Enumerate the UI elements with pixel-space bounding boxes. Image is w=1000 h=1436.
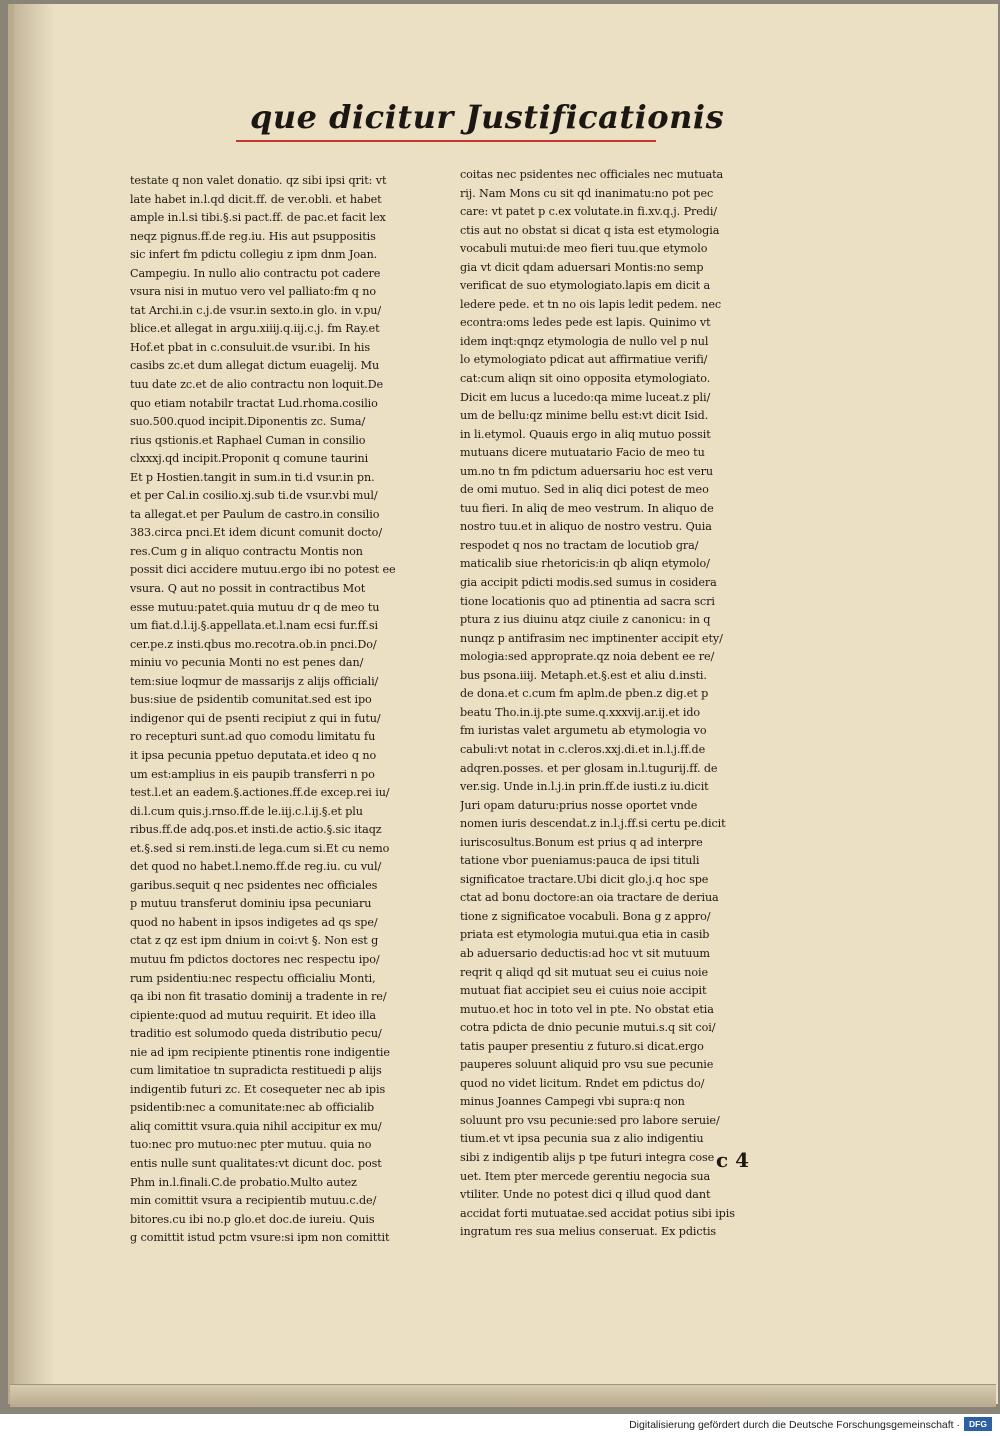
text-line: sic infert fm pdictu collegiu z ipm dnm Joan. [130, 248, 378, 262]
text-line: mutuat fiat accipiet seu ei cuius noie accipit [460, 984, 707, 998]
text-line: tuu date zc.et de alio contractu non loquit.De [130, 378, 384, 392]
text-line: Campegiu. In nullo alio contractu pot cadere [130, 266, 381, 280]
text-line: mutuu fm pdictos doctores nec respectu ipo/ [130, 952, 380, 966]
text-line: vocabuli mutui:de meo fieri tuu.que etymolo [460, 242, 708, 256]
text-line: ledere pede. et tn no ois lapis ledit pedem. nec [460, 297, 722, 311]
text-line: esse mutuu:patet.quia mutuu dr q de meo tu [130, 600, 380, 614]
text-line: nostro tuu.et in aliquo de nostro vestru. Quia [460, 520, 712, 534]
text-line: beatu Tho.in.ij.pte sume.q.xxxvij.ar.ij.et ido [460, 705, 701, 719]
footer-credit: Digitalisierung gefördert durch die Deutsche Forschungsgemeinschaft · [629, 1419, 960, 1431]
text-line: de dona.et c.cum fm aplm.de pben.z dig.et p [460, 687, 709, 701]
text-line: nunqz p antifrasim nec imptinenter accipit ety/ [460, 631, 723, 645]
text-line: lo etymologiato pdicat aut affirmatiue verifi/ [460, 353, 708, 367]
text-line: pauperes soluunt aliquid pro vsu sue pecunie [460, 1058, 714, 1072]
text-line: accidat forti mutuatae.sed accidat potius sibi ipis [460, 1206, 735, 1220]
text-line: ro recepturi sunt.ad quo comodu limitatu fu [130, 730, 376, 744]
text-line: res.Cum g in aliquo contractu Montis non [130, 544, 363, 558]
text-line: gia vt dicit qdam aduersari Montis:no semp [460, 260, 704, 274]
text-line: possit dici accidere mutuu.ergo ibi no potest ee [130, 563, 396, 577]
text-line: ribus.ff.de adq.pos.et insti.de actio.§.sic itaqz [130, 823, 382, 837]
text-line: nomen iuris descendat.z in.l.j.ff.si certu pe.dicit [460, 817, 726, 831]
text-line: indigentib futuri zc. Et cosequeter nec ab ipis [130, 1082, 386, 1096]
text-line: miniu vo pecunia Monti no est penes dan/ [130, 656, 364, 670]
text-line: mutuo.et hoc in toto vel in pte. No obstat etia [460, 1002, 714, 1016]
text-line: tium.et vt ipsa pecunia sua z alio indigentiu [460, 1132, 704, 1146]
text-line: minus Joannes Campegi vbi supra:q non [460, 1095, 685, 1109]
text-line: gia accipit pdicti modis.sed sumus in cosidera [460, 576, 717, 590]
text-line: et per Cal.in cosilio.xj.sub ti.de vsur.vbi mul/ [130, 489, 378, 503]
right-text-column [460, 166, 778, 1242]
text-line: quod no habent in ipsos indigetes ad qs spe/ [130, 915, 378, 929]
text-line: respodet q nos no tractam de locutiob gra/ [460, 538, 699, 552]
text-line: um de bellu:qz minime bellu est:vt dicit Isid. [460, 409, 709, 423]
running-head: que dicitur Justificationis [250, 98, 725, 136]
text-line: tem:siue loqmur de massarijs z alijs officiali/ [130, 674, 379, 688]
text-line: cotra pdicta de dnio pecunie mutui.s.q sit coi/ [460, 1021, 716, 1035]
text-line: sibi z indigentib alijs p tpe futuri integra cose [460, 1150, 715, 1164]
text-line: testate q non valet donatio. qz sibi ipsi qrit: vt [130, 174, 387, 187]
text-line: di.l.cum quis.j.rnso.ff.de le.iij.c.l.ij.§.et plu [130, 804, 363, 818]
text-line: bus:siue de psidentib comunitat.sed est ipo [130, 693, 372, 707]
text-line: p mutuu transferut dominiu ipsa pecuniaru [130, 897, 372, 911]
text-line: rij. Nam Mons cu sit qd inanimatu:no pot pec [460, 186, 714, 200]
text-line: fm iuristas valet argumetu ab etymologia vo [460, 724, 707, 738]
text-line: tione z significatoe vocabuli. Bona g z appro/ [460, 909, 711, 923]
text-line: suo.500.quod incipit.Diponentis zc. Suma/ [130, 415, 366, 429]
text-line: indigenor qui de psenti recipiut z qui in futu/ [130, 711, 381, 725]
text-line: tatis pauper presentiu z futuro.si dicat.ergo [460, 1039, 704, 1053]
rubric-underline [236, 140, 656, 142]
text-line: et.§.sed si rem.insti.de lega.cum si.Et cu nemo [130, 841, 390, 855]
text-line: g comittit istud pctm vsure:si ipm non comittit [130, 1231, 390, 1245]
text-line: cer.pe.z insti.qbus mo.recotra.ob.in pnci.Do/ [130, 637, 377, 651]
text-line: aliq comittit vsura.quia nihil accipitur ex mu/ [130, 1119, 382, 1133]
left-text-column [130, 172, 442, 1248]
text-line: psidentib:nec a comunitate:nec ab officialib [130, 1101, 375, 1115]
text-line: priata est etymologia mutui.qua etia in casib [460, 928, 710, 942]
text-line: significatoe tractare.Ubi dicit glo.j.q hoc spe [460, 872, 709, 886]
text-line: tuu fieri. In aliq de meo vestrum. In aliquo de [460, 501, 714, 515]
text-line: garibus.sequit q nec psidentes nec officiales [130, 878, 378, 892]
footer-bar [0, 1414, 1000, 1436]
gutter-shadow [14, 4, 54, 1404]
text-line: ptura z ius diuinu atqz ciuile z canonicu: in q [460, 613, 711, 627]
text-line: traditio est solumodo queda distributio pecu/ [130, 1027, 382, 1041]
text-line: cipiente:quod ad mutuu requirit. Et ideo illa [130, 1008, 377, 1022]
text-line: nie ad ipm recipiente ptinentis rone indigentie [130, 1045, 390, 1059]
text-line: cabuli:vt notat in c.cleros.xxj.di.et in.l.j.ff.de [460, 742, 706, 756]
text-line: neqz pignus.ff.de reg.iu. His aut psuppositis [130, 229, 376, 243]
text-line: verificat de suo etymologiato.lapis em dicit a [460, 279, 711, 293]
text-line: um fiat.d.l.ij.§.appellata.et.l.nam ecsi fur.ff.si [130, 619, 378, 633]
text-line: tat Archi.in c.j.de vsur.in sexto.in glo. in v.pu/ [130, 303, 382, 317]
text-line: in li.etymol. Quauis ergo in aliq mutuo possit [460, 427, 711, 441]
text-line: ingratum res sua melius conseruat. Ex pdictis [460, 1225, 717, 1239]
text-line: care: vt patet p c.ex volutate.in fi.xv.q.j. Predi/ [460, 205, 717, 219]
text-line: blice.et allegat in argu.xiiij.q.iij.c.j. fm Ray.et [130, 322, 380, 336]
text-line: ab aduersario deductis:ad hoc vt sit mutuum [460, 946, 710, 960]
text-line: 383.circa pnci.Et idem dicunt comunit docto/ [130, 526, 382, 540]
text-line: quo etiam notabilr tractat Lud.rhoma.cosilio [130, 396, 378, 410]
text-line: ample in.l.si tibi.§.si pact.ff. de pac.et facit lex [130, 211, 386, 225]
text-line: tione locationis quo ad ptinentia ad sacra scri [460, 594, 715, 608]
text-line: mutuans dicere mutuatario Facio de meo tu [460, 446, 705, 460]
text-line: idem inqt:qnqz etymologia de nullo vel p nul [460, 334, 709, 348]
text-line: uet. Item pter mercede gerentiu negocia sua [460, 1169, 711, 1183]
text-line: ctis aut no obstat si dicat q ista est etymologia [460, 223, 720, 237]
text-line: adqren.posses. et per glosam in.l.tugurij.ff. de [460, 761, 718, 775]
text-line: soluunt pro vsu pecunie:sed pro labore seruie/ [460, 1113, 720, 1127]
text-line: iuriscosultus.Bonum est prius q ad interpre [460, 835, 703, 849]
text-line: vsura nisi in mutuo vero vel palliato:fm q no [130, 285, 377, 299]
text-line: bitores.cu ibi no.p glo.et doc.de iureiu. Quis [130, 1212, 375, 1226]
text-line: ta allegat.et per Paulum de castro.in consilio [130, 507, 380, 521]
text-line: ctat z qz est ipm dnium in coi:vt §. Non est g [130, 934, 379, 948]
text-line: Phm in.l.finali.C.de probatio.Multo autez [130, 1175, 357, 1189]
text-line: mologia:sed approprate.qz noia debent ee re/ [460, 650, 715, 664]
text-line: Juri opam daturu:prius nosse oportet vnde [460, 798, 698, 812]
text-line: Hof.et pbat in c.consuluit.de vsur.ibi. In his [130, 340, 371, 354]
text-line: casibs zc.et dum allegat dictum euagelij. Mu [130, 359, 380, 373]
text-line: cum limitatioe tn supradicta restituedi p alijs [130, 1064, 382, 1078]
text-line: Dicit em lucus a lucedo:qa mime luceat.z pli/ [460, 390, 711, 404]
text-line: late habet in.l.qd dicit.ff. de ver.obli. et habet [130, 192, 382, 206]
text-line: econtra:oms ledes pede est lapis. Quinimo vt [460, 316, 711, 330]
text-line: vtiliter. Unde no potest dici q illud quod dant [460, 1188, 711, 1202]
text-line: det quod no habet.l.nemo.ff.de reg.iu. cu vul/ [130, 860, 382, 874]
text-line: um est:amplius in eis paupib transferri n po [130, 767, 375, 781]
text-line: quod no videt licitum. Rndet em pdictus do/ [460, 1076, 705, 1090]
text-line: qa ibi non fit trasatio dominij a tradente in re/ [130, 990, 387, 1004]
signature-mark: c 4 [716, 1148, 750, 1172]
text-line: de omi mutuo. Sed in aliq dici potest de meo [460, 483, 709, 497]
text-line: maticalib siue rhetoricis:in qb aliqn etymolo/ [460, 557, 710, 571]
text-line: ver.sig. Unde in.l.j.in prin.ff.de iusti.z iu.dicit [460, 780, 709, 794]
text-line: test.l.et an eadem.§.actiones.ff.de excep.rei iu/ [130, 786, 390, 800]
text-line: vsura. Q aut no possit in contractibus Mot [130, 582, 366, 596]
text-line: um.no tn fm pdictum aduersariu hoc est veru [460, 464, 713, 478]
text-line: min comittit vsura a recipientib mutuu.c.de/ [130, 1194, 377, 1208]
text-line: Et p Hostien.tangit in sum.in ti.d vsur.in pn. [130, 470, 375, 484]
text-line: bus psona.iiij. Metaph.et.§.est et aliu d.insti. [460, 668, 707, 682]
text-line: ctat ad bonu doctore:an oia tractare de deriua [460, 891, 719, 905]
text-line: rum psidentiu:nec respectu officialiu Monti, [130, 971, 376, 985]
text-line: it ipsa pecunia ppetuo deputata.et ideo q no [130, 748, 377, 762]
dfg-logo: DFG [964, 1417, 992, 1431]
text-line: reqrit q aliqd qd sit mutuat seu ei cuius noie [460, 965, 708, 979]
text-line: tatione vbor pueniamus:pauca de ipsi tituli [460, 854, 700, 868]
text-line: cat:cum aliqn sit oino opposita etymologiato. [460, 372, 711, 386]
text-line: coitas nec psidentes nec officiales nec mutuata [460, 168, 724, 181]
text-line: clxxxj.qd incipit.Proponit q comune taurini [130, 452, 369, 466]
text-line: entis nulle sunt qualitates:vt dicunt doc. post [130, 1156, 382, 1170]
text-line: tuo:nec pro mutuo:nec pter mutuu. quia no [130, 1138, 372, 1152]
text-line: rius qstionis.et Raphael Cuman in consilio [130, 433, 366, 447]
page-bottom-edge [10, 1384, 996, 1407]
